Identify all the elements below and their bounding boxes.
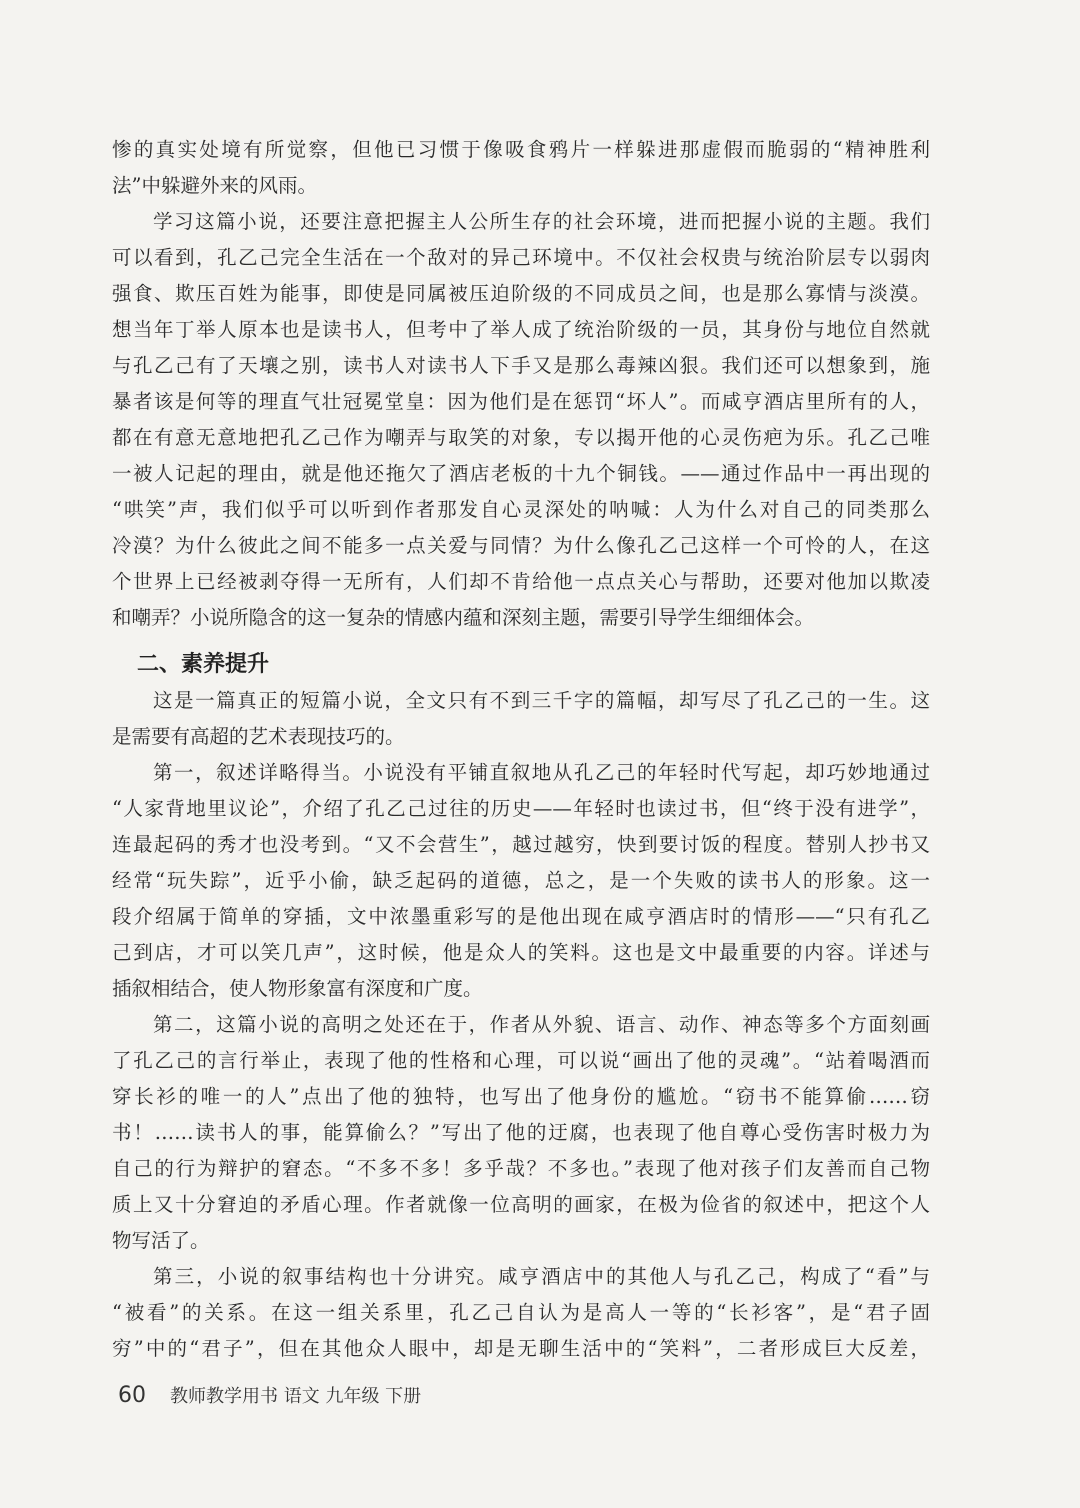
page-number: 60 xyxy=(118,1383,146,1408)
text-line: 个世界上已经被剥夺得一无所有，人们却不肯给他一点点关心与帮助，还要对他加以欺凌 xyxy=(112,570,930,593)
text-line: 暴者该是何等的理直气壮冠冕堂皇：因为他们是在惩罚“坏人”。而咸亨酒店里所有的人， xyxy=(112,390,930,413)
text-line: 第一，叙述详略得当。小说没有平铺直叙地从孔乙己的年轻时代写起，却巧妙地通过 xyxy=(153,761,930,784)
text-line: 这是一篇真正的短篇小说，全文只有不到三千字的篇幅，却写尽了孔乙己的一生。这 xyxy=(153,689,930,712)
section-heading: 二、素养提升 xyxy=(137,652,270,677)
text-line: 与孔乙己有了天壤之别，读书人对读书人下手又是那么毒辣凶狠。我们还可以想象到，施 xyxy=(112,354,930,377)
text-line: 惨的真实处境有所觉察，但他已习惯于像吸食鸦片一样躲进那虚假而脆弱的“精神胜利 xyxy=(112,138,930,161)
paragraph xyxy=(112,204,930,636)
book-title: 教师教学用书 语文 九年级 下册 xyxy=(170,1386,422,1407)
text-line: 法”中躲避外来的风雨。 xyxy=(112,174,317,197)
paragraph xyxy=(112,1007,930,1259)
text-line: 经常“玩失踪”，近乎小偷，缺乏起码的道德，总之，是一个失败的读书人的形象。这一 xyxy=(112,869,930,892)
text-line: 穿长衫的唯一的人”点出了他的独特，也写出了他身份的尴尬。“窃书不能算偷……窃 xyxy=(112,1085,930,1108)
text-line: 可以看到，孔乙己完全生活在一个敌对的异己环境中。不仅社会权贵与统治阶层专以弱肉 xyxy=(112,246,930,269)
text-line: “人家背地里议论”，介绍了孔乙己过往的历史——年轻时也读过书，但“终于没有进学”， xyxy=(112,797,930,820)
text-line: 自己的行为辩护的窘态。“不多不多！多乎哉？不多也。”表现了他对孩子们友善而自己物 xyxy=(112,1157,930,1180)
text-line: 穷”中的“君子”，但在其他众人眼中，却是无聊生活中的“笑料”，二者形成巨大反差， xyxy=(112,1337,930,1360)
text-line: 质上又十分窘迫的矛盾心理。作者就像一位高明的画家，在极为俭省的叙述中，把这个人 xyxy=(112,1193,930,1216)
paragraph xyxy=(112,132,930,204)
text-line: 物写活了。 xyxy=(112,1229,210,1252)
text-line: 书！……读书人的事，能算偷么？”写出了他的迂腐，也表现了他自尊心受伤害时极力为 xyxy=(112,1121,930,1144)
text-line: 一被人记起的理由，就是他还拖欠了酒店老板的十九个铜钱。——通过作品中一再出现的 xyxy=(112,462,930,485)
text-line: 了孔乙己的言行举止，表现了他的性格和心理，可以说“画出了他的灵魂”。“站着喝酒而 xyxy=(112,1049,930,1072)
paragraph xyxy=(112,1259,930,1367)
text-line: 都在有意无意地把孔乙己作为嘲弄与取笑的对象，专以揭开他的心灵伤疤为乐。孔乙己唯 xyxy=(112,426,930,449)
text-line: 是需要有高超的艺术表现技巧的。 xyxy=(112,725,405,748)
text-line: 插叙相结合，使人物形象富有深度和广度。 xyxy=(112,977,483,1000)
text-line: 学习这篇小说，还要注意把握主人公所生存的社会环境，进而把握小说的主题。我们 xyxy=(153,210,930,233)
text-line: 冷漠？为什么彼此之间不能多一点关爱与同情？为什么像孔乙己这样一个可怜的人，在这 xyxy=(112,534,930,557)
text-line: 第二，这篇小说的高明之处还在于，作者从外貌、语言、动作、神态等多个方面刻画 xyxy=(153,1013,930,1036)
text-line: “哄笑”声，我们似乎可以听到作者那发自心灵深处的呐喊：人为什么对自己的同类那么 xyxy=(112,498,930,521)
text-line: 段介绍属于简单的穿插，文中浓墨重彩写的是他出现在咸亨酒店时的情形——“只有孔乙 xyxy=(112,905,930,928)
text-line: 和嘲弄？小说所隐含的这一复杂的情感内蕴和深刻主题，需要引导学生细细体会。 xyxy=(112,606,815,629)
text-line: 第三，小说的叙事结构也十分讲究。咸亨酒店中的其他人与孔乙己，构成了“看”与 xyxy=(153,1265,930,1288)
text-line: 连最起码的秀才也没考到。“又不会营生”，越过越穷，快到要讨饭的程度。替别人抄书又 xyxy=(112,833,930,856)
paragraph xyxy=(112,755,930,1007)
page-footer xyxy=(118,1380,421,1412)
text-line: 强食、欺压百姓为能事，即使是同属被压迫阶级的不同成员之间，也是那么寡情与淡漠。 xyxy=(112,282,930,305)
text-line: 想当年丁举人原本也是读书人，但考中了举人成了统治阶级的一员，其身份与地位自然就 xyxy=(112,318,930,341)
text-line: 己到店，才可以笑几声”，这时候，他是众人的笑料。这也是文中最重要的内容。详述与 xyxy=(112,941,930,964)
body-text xyxy=(112,132,930,1367)
paragraph xyxy=(112,683,930,755)
text-line: “被看”的关系。在这一组关系里，孔乙己自认为是高人一等的“长衫客”，是“君子固 xyxy=(112,1301,930,1324)
